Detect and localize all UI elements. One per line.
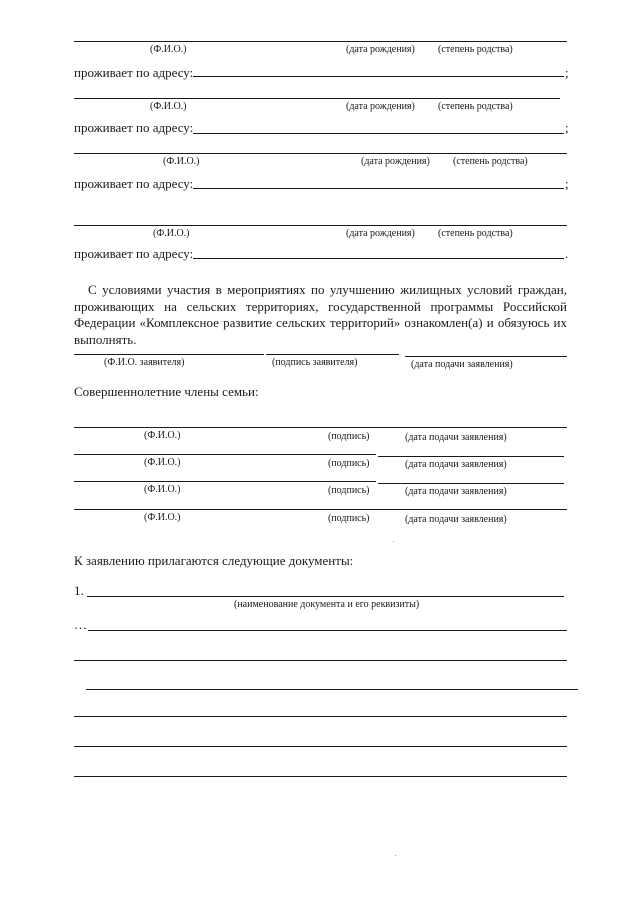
- adult-1-line[interactable]: [74, 427, 567, 428]
- member-2-relation-caption: (степень родства): [438, 101, 513, 112]
- adult-4-fio-caption: (Ф.И.О.): [144, 512, 181, 523]
- member-1-fio-line: [74, 41, 567, 42]
- scan-speck: [395, 855, 396, 856]
- document-1-number: 1.: [74, 583, 84, 598]
- adult-2-line-b[interactable]: [378, 456, 564, 457]
- adult-4-line[interactable]: [74, 509, 567, 510]
- member-3-relation-caption: (степень родства): [453, 156, 528, 167]
- member-1-relation-caption: (степень родства): [438, 44, 513, 55]
- adult-3-signature-caption: (подпись): [328, 485, 370, 496]
- member-4-fio-caption: (Ф.И.О.): [153, 228, 190, 239]
- member-2-fio-line: [74, 98, 560, 99]
- adult-2-fio-caption: (Ф.И.О.): [144, 457, 181, 468]
- applicant-date-caption: (дата подачи заявления): [411, 359, 513, 370]
- member-2-address-end: ;: [565, 120, 569, 135]
- document-line-4[interactable]: [86, 689, 578, 690]
- document-line-5[interactable]: [74, 716, 567, 717]
- member-3-address-line[interactable]: [193, 188, 564, 189]
- document-line-3[interactable]: [74, 660, 567, 661]
- document-line-7[interactable]: [74, 776, 567, 777]
- adult-3-line-a[interactable]: [74, 481, 376, 482]
- document-1-line[interactable]: [87, 596, 564, 597]
- member-1-fio-caption: (Ф.И.О.): [150, 44, 187, 55]
- document-line-2[interactable]: [88, 630, 567, 631]
- member-4-address-end: .: [565, 246, 569, 261]
- member-3-birth-date-caption: (дата рождения): [361, 156, 430, 167]
- member-3-fio-line: [74, 153, 567, 154]
- adult-3-date-caption: (дата подачи заявления): [405, 486, 507, 497]
- document-line-6[interactable]: [74, 746, 567, 747]
- applicant-signature-caption: (подпись заявителя): [272, 357, 358, 368]
- member-4-address-line[interactable]: [193, 258, 564, 259]
- adult-1-date-caption: (дата подачи заявления): [405, 432, 507, 443]
- member-2-fio-caption: (Ф.И.О.): [150, 101, 187, 112]
- adult-1-signature-caption: (подпись): [328, 431, 370, 442]
- adult-1-fio-caption: (Ф.И.О.): [144, 430, 181, 441]
- member-1-address-label: проживает по адресу:: [74, 65, 194, 80]
- member-3-address-label: проживает по адресу:: [74, 176, 194, 191]
- applicant-fio-line[interactable]: [74, 354, 264, 355]
- member-2-address-label: проживает по адресу:: [74, 120, 194, 135]
- member-1-address-line[interactable]: [193, 76, 564, 77]
- member-4-address-label: проживает по адресу:: [74, 246, 194, 261]
- member-4-relation-caption: (степень родства): [438, 228, 513, 239]
- adult-3-fio-caption: (Ф.И.О.): [144, 484, 181, 495]
- scan-speck: [393, 541, 394, 542]
- member-1-birth-date-caption: (дата рождения): [346, 44, 415, 55]
- member-2-birth-date-caption: (дата рождения): [346, 101, 415, 112]
- documents-heading: К заявлению прилагаются следующие документы:: [74, 553, 354, 568]
- member-3-fio-caption: (Ф.И.О.): [163, 156, 200, 167]
- adult-2-signature-caption: (подпись): [328, 458, 370, 469]
- applicant-signature-line[interactable]: [266, 354, 399, 355]
- applicant-fio-caption: (Ф.И.О. заявителя): [104, 357, 185, 368]
- member-4-fio-line: [74, 225, 567, 226]
- acknowledgement-paragraph: С условиями участия в мероприятиях по улучшению жилищных условий граждан, проживающих на сельских территориях, государственной программы Российской Федерации «Комплексное развитие сельских территорий» ознакомлен(а) и обязуюсь их выполнять.: [74, 282, 567, 347]
- document-ellipsis: …: [74, 617, 87, 632]
- document-1-caption: (наименование документа и его реквизиты): [234, 599, 420, 610]
- applicant-date-line[interactable]: [405, 356, 567, 357]
- adult-2-line-a[interactable]: [74, 454, 376, 455]
- member-2-address-line[interactable]: [193, 133, 564, 134]
- adult-4-signature-caption: (подпись): [328, 513, 370, 524]
- adult-4-date-caption: (дата подачи заявления): [405, 514, 507, 525]
- adult-2-date-caption: (дата подачи заявления): [405, 459, 507, 470]
- member-4-birth-date-caption: (дата рождения): [346, 228, 415, 239]
- adult-members-heading: Совершеннолетние члены семьи:: [74, 384, 259, 399]
- member-1-address-end: ;: [565, 65, 569, 80]
- member-3-address-end: ;: [565, 176, 569, 191]
- adult-3-line-b[interactable]: [378, 483, 564, 484]
